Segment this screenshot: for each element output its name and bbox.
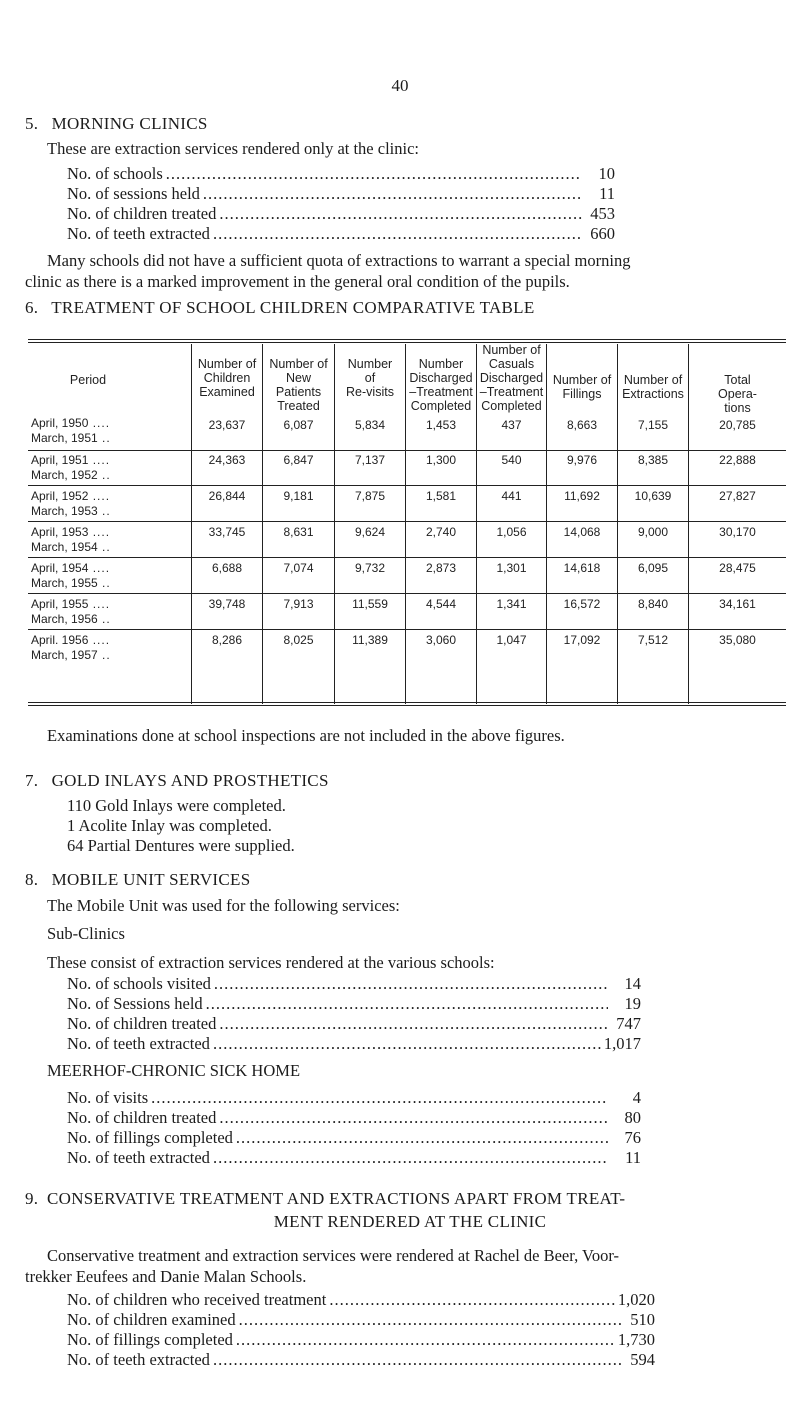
list-item: No. of children treated ..... 747 [67,1014,641,1034]
table-cell: 3,060 [425,633,457,647]
table-cell: 27,827 [719,489,756,503]
sub-clinics-title: Sub-Clinics [47,924,125,943]
section-7-list [67,796,295,856]
table-cell: 437 [501,418,522,432]
section-7-heading [25,771,329,791]
list-item: No. of visits ..... 4 [67,1088,641,1108]
table-cell: 16,572 [563,597,601,611]
table-cell: 8,631 [283,525,314,539]
list-item: No. of children examined ..... 510 [67,1310,655,1330]
sub-clinics-list [67,974,641,1054]
table-cell: 28,475 [719,561,756,575]
table-cell: 8,385 [637,453,669,467]
table-cell: 8,286 [211,633,243,647]
list-item: No. of children treated ..... 453 [67,204,615,224]
section-5-heading [25,114,208,134]
table-cell: 10,639 [634,489,672,503]
header-discharged: Number Discharged –Treatment Completed [409,357,473,413]
table-cell: 1,581 [425,489,457,503]
table-cell: 26,844 [208,489,246,503]
section-8-number: 8. [25,870,39,889]
table-row-period: April, 1954 ..... March, 1955 ..... [31,561,109,591]
table-cell: 33,745 [208,525,246,539]
table-cell: 9,624 [354,525,386,539]
comparative-table [28,339,786,707]
table-cell: 7,913 [283,597,314,611]
table-cell: 30,170 [719,525,756,539]
section-7-number: 7. [25,771,39,790]
header-children-examined: Number of Children Examined [197,357,257,399]
table-cell: 540 [501,453,522,467]
table-cell: 1,341 [496,597,527,611]
table-cell: 6,095 [637,561,669,575]
table-row-period: April, 1955 ..... March, 1956 ..... [31,597,109,627]
table-cell: 7,512 [637,633,669,647]
list-item: 110 Gold Inlays were completed. [67,796,286,815]
section-8-title: MOBILE UNIT SERVICES [51,870,251,889]
list-item: No. of teeth extracted ..... 1,017 [67,1034,641,1054]
table-row-period: April, 1950 ..... March, 1951 ..... [31,416,109,446]
table-cell: 7,875 [354,489,386,503]
table-cell: 20,785 [719,418,756,432]
table-cell: 34,161 [719,597,756,611]
section-5-note: Many schools did not have a sufficient quota of extractions to warrant a special morning clinic as there is a marked improvement in the general oral condition of the pupils. [25,251,631,291]
table-row-period: April. 1956 ..... March, 1957 ..... [31,633,109,663]
section-6-heading [25,298,535,318]
section-7-title: GOLD INLAYS AND PROSTHETICS [51,771,329,790]
table-cell: 6,688 [211,561,243,575]
header-extractions: Number of Extractions [622,373,684,401]
section-9-title-line1: CONSERVATIVE TREATMENT AND EXTRACTIONS APART FROM TREAT- [47,1189,626,1208]
table-row-period: April, 1952 ..... March, 1953 ..... [31,489,109,519]
table-cell: 8,840 [637,597,669,611]
table-cell: 441 [501,489,522,503]
meerhof-list [67,1088,641,1168]
table-cell: 9,976 [566,453,598,467]
section-9-heading [25,1189,795,1232]
table-cell: 1,301 [496,561,527,575]
list-item: No. of teeth extracted ..... 660 [67,224,615,244]
table-footnote: Examinations done at school inspections are not included in the above figures. [47,726,565,745]
table-cell: 1,453 [425,418,457,432]
list-item: No. of Sessions held ..... 19 [67,994,641,1014]
section-5-title: MORNING CLINICS [51,114,208,133]
header-period: Period [69,373,107,387]
section-9-paragraph: Conservative treatment and extraction services were rendered at Rachel de Beer, Voor- trekker Eeufees and Danie Malan Schools. [25,1246,619,1286]
list-item: 64 Partial Dentures were supplied. [67,836,295,855]
table-cell: 7,074 [283,561,314,575]
table-cell: 11,559 [352,597,388,611]
table-cell: 14,068 [563,525,601,539]
section-9-number: 9. [25,1189,39,1208]
page-number: 40 [391,76,409,95]
section-6-title: TREATMENT OF SCHOOL CHILDREN COMPARATIVE TABLE [51,298,535,317]
list-item: No. of sessions held ..... 11 [67,184,615,204]
sub-clinics-intro: These consist of extraction services rendered at the various schools: [47,953,495,972]
table-row-period: April, 1951 ..... March, 1952 ..... [31,453,109,483]
list-item: No. of teeth extracted ..... 11 [67,1148,641,1168]
table-cell: 1,300 [425,453,457,467]
table-cell: 5,834 [354,418,386,432]
table-cell: 35,080 [719,633,756,647]
table-cell: 6,087 [283,418,314,432]
table-cell: 9,732 [354,561,386,575]
table-cell: 23,637 [208,418,246,432]
list-item: No. of children who received treatment ..... 1,020 [67,1290,655,1310]
table-cell: 7,137 [354,453,386,467]
section-9-list [67,1290,655,1370]
table-cell: 39,748 [208,597,246,611]
table-cell: 14,618 [563,561,601,575]
table-cell: 8,025 [283,633,314,647]
table-cell: 11,389 [352,633,388,647]
list-item: No. of schools visited ..... 14 [67,974,641,994]
section-8-intro: The Mobile Unit was used for the following services: [47,896,400,915]
table-cell: 2,873 [425,561,457,575]
list-item: No. of schools ..... 10 [67,164,615,184]
list-item: 1 Acolite Inlay was completed. [67,816,272,835]
header-revisits: Number of Re-visits [346,357,394,399]
list-item: No. of teeth extracted ..... 594 [67,1350,655,1370]
table-cell: 24,363 [208,453,246,467]
list-item: No. of fillings completed ..... 1,730 [67,1330,655,1350]
list-item: No. of fillings completed ..... 76 [67,1128,641,1148]
header-fillings: Number of Fillings [552,373,612,401]
table-cell: 9,000 [637,525,669,539]
header-new-patients: Number of New Patients Treated [269,357,328,413]
table-cell: 1,056 [496,525,527,539]
list-item: No. of children treated ..... 80 [67,1108,641,1128]
table-cell: 17,092 [563,633,601,647]
table-cell: 2,740 [425,525,457,539]
section-5-intro: These are extraction services rendered only at the clinic: [47,139,419,158]
section-9-title-line2: MENT RENDERED AT THE CLINIC [273,1212,547,1231]
table-cell: 22,888 [719,453,756,467]
table-cell: 8,663 [566,418,598,432]
header-casuals: Number of Casuals Discharged –Treatment Completed [479,343,544,413]
header-total-operations: Total Opera- tions [718,373,757,415]
table-cell: 7,155 [637,418,669,432]
section-5-number: 5. [25,114,39,133]
table-cell: 9,181 [283,489,314,503]
table-cell: 6,847 [283,453,314,467]
table-row-period: April, 1953 ..... March, 1954 ..... [31,525,109,555]
section-8-heading [25,870,250,890]
table-cell: 1,047 [496,633,527,647]
section-5-list [67,164,615,244]
section-6-number: 6. [25,298,39,317]
meerhof-title: MEERHOF-CHRONIC SICK HOME [47,1061,301,1080]
table-cell: 4,544 [425,597,457,611]
table-cell: 11,692 [564,489,600,503]
